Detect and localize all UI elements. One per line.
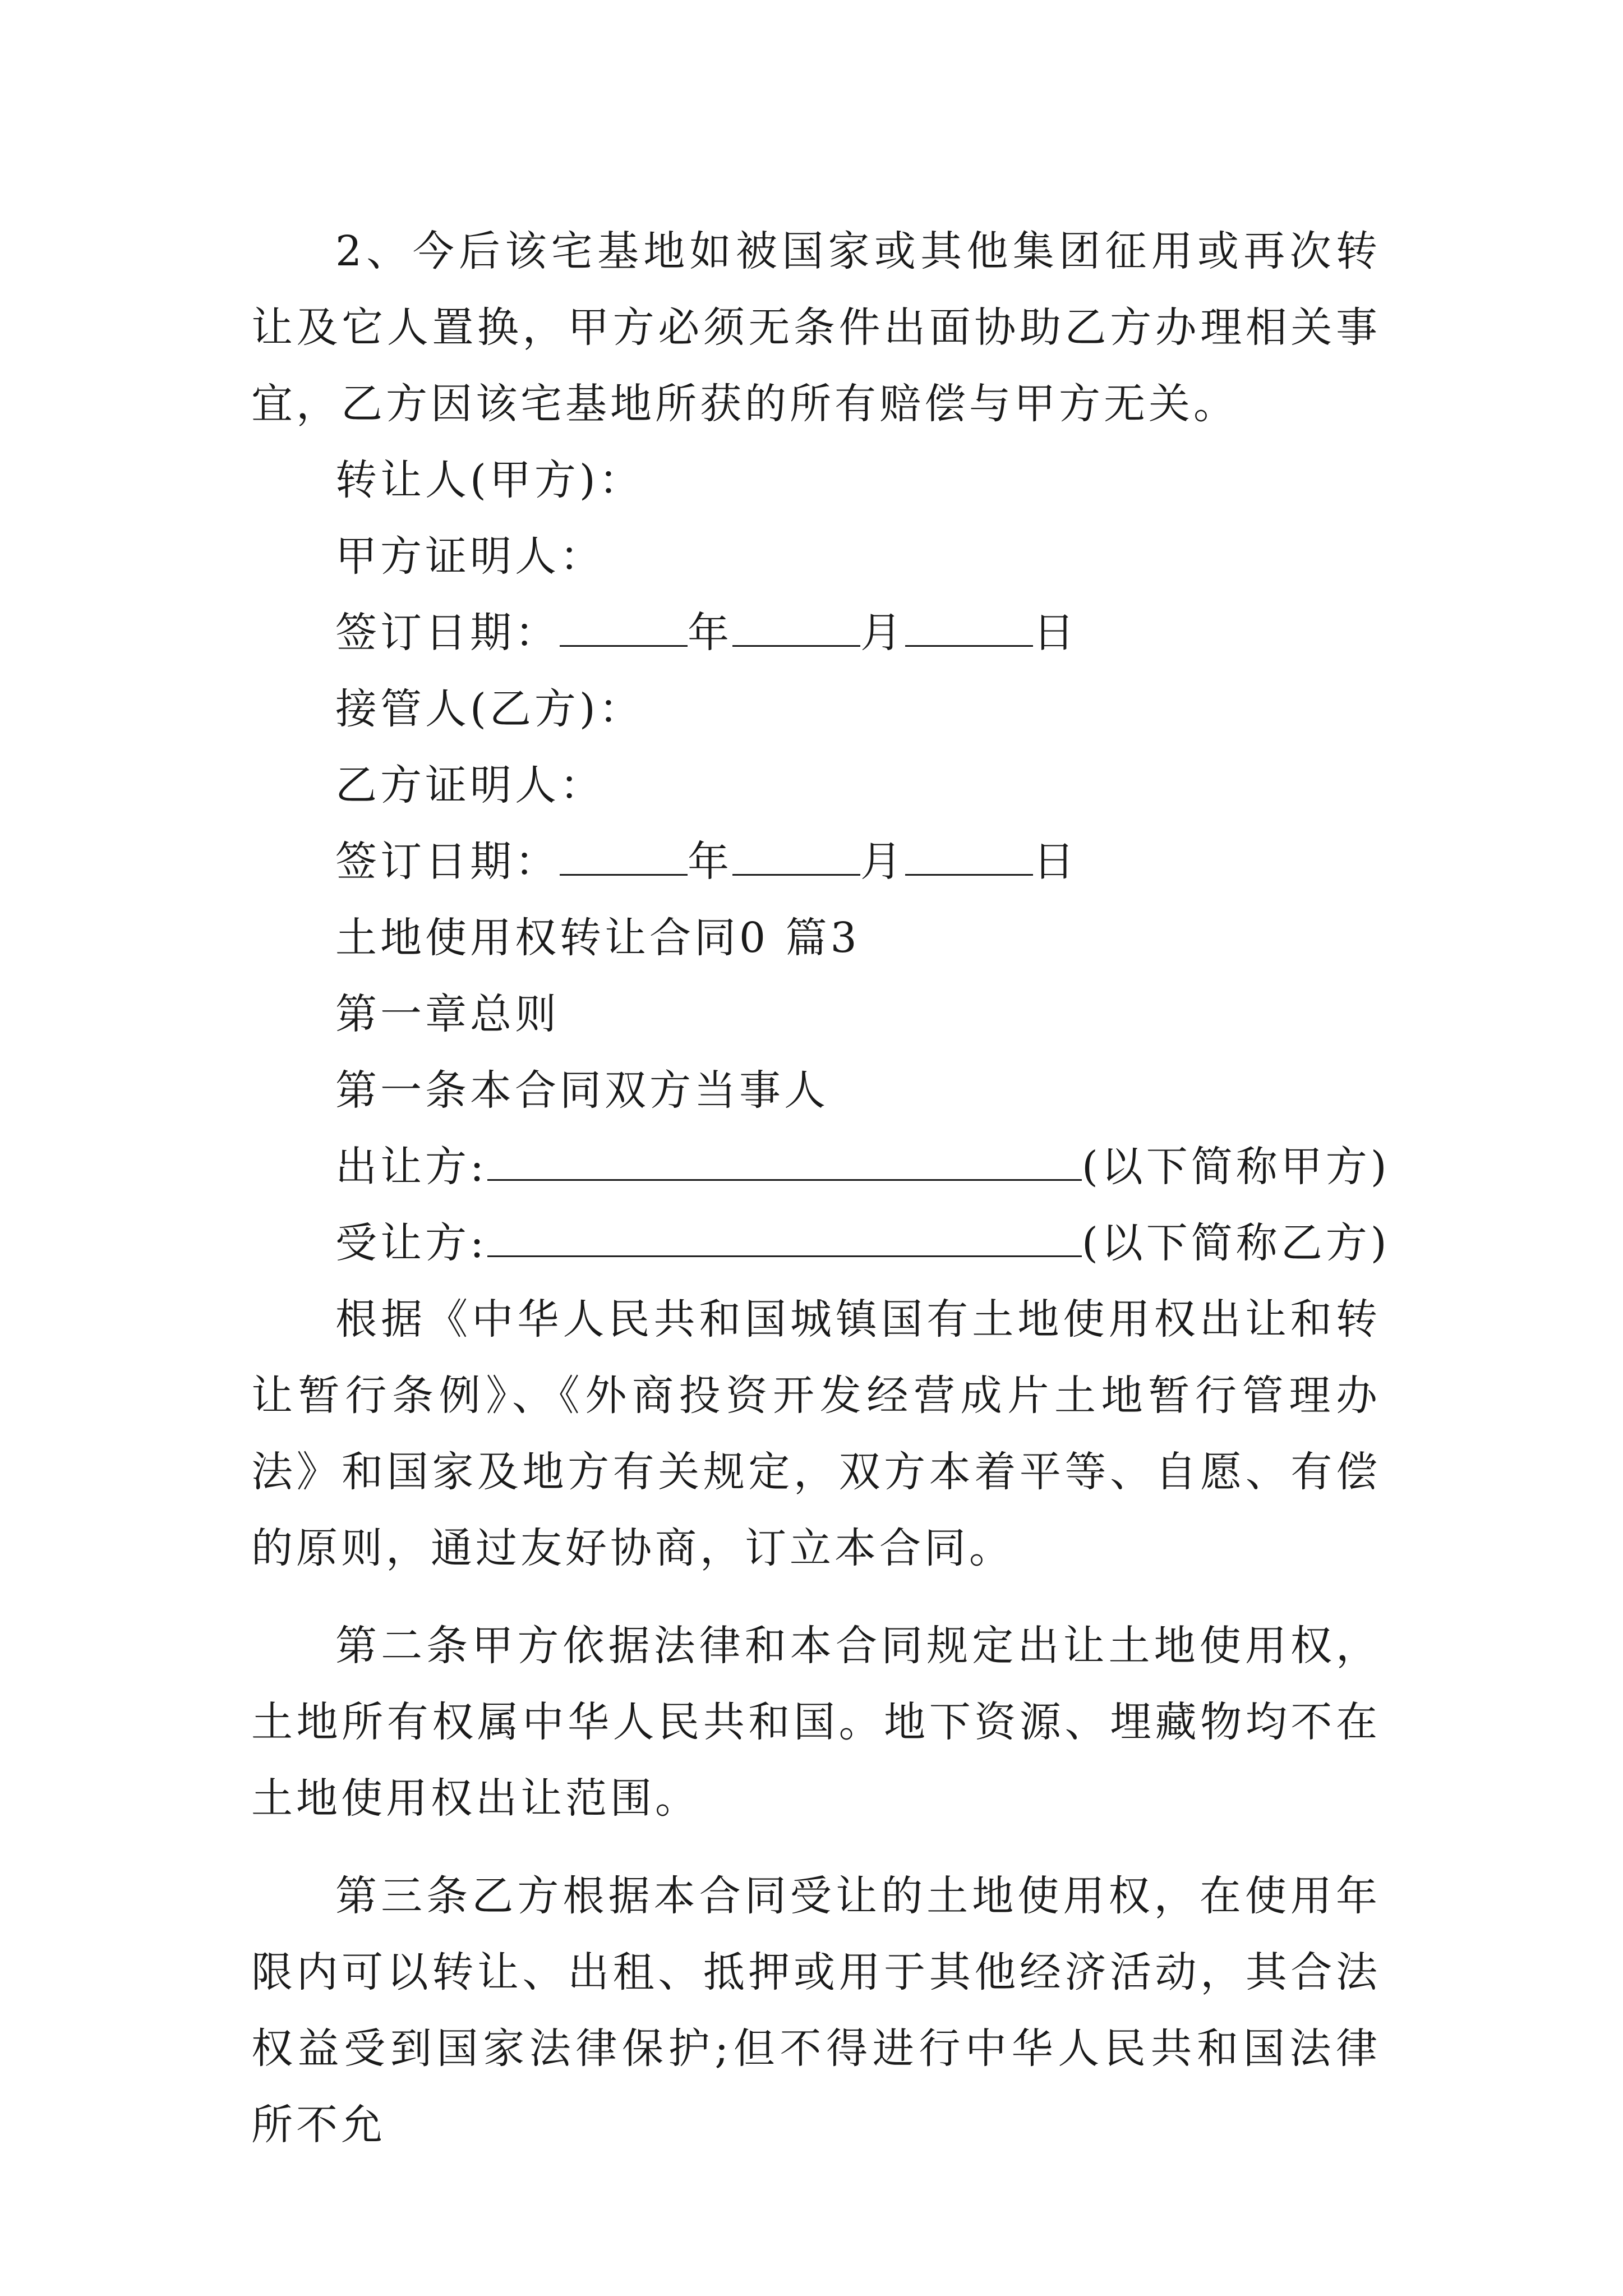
paragraph-article-3: 第三条乙方根据本合同受让的土地使用权，在使用年限内可以转让、出租、抵押或用于其他经济活动，其合法权益受到国家法律保护;但不得进行中华人民共和国法律所不允 bbox=[251, 1872, 1381, 2149]
day-blank bbox=[905, 611, 1033, 647]
paragraph-legal-basis: 根据《中华人民共和国城镇国有土地使用权出让和转让暂行条例》、《外商投资开发经营成片土地暂行管理办法》和国家及地方有关规定，双方本着平等、自愿、有偿的原则，通过友好协商，订立本合同。 bbox=[251, 1295, 1381, 1572]
receiver-signature-line: 接管人(乙方)： bbox=[335, 685, 644, 733]
day-blank bbox=[905, 840, 1033, 876]
party-a-line bbox=[251, 1129, 1390, 1205]
party-a-label: 出让方: bbox=[335, 1143, 487, 1191]
document-body bbox=[251, 213, 1390, 2163]
month-label: 月 bbox=[860, 838, 905, 886]
party-b-label: 受让方: bbox=[335, 1219, 487, 1267]
year-label: 年 bbox=[688, 609, 732, 657]
paragraph-article-2: 第二条甲方依据法律和本合同规定出让土地使用权，土地所有权属中华人民共和国。地下资源、埋藏物均不在土地使用权出让范围。 bbox=[251, 1622, 1381, 1823]
signing-date-line-b bbox=[251, 823, 1381, 900]
month-blank bbox=[732, 840, 860, 876]
year-label: 年 bbox=[688, 838, 732, 886]
year-blank bbox=[560, 840, 688, 876]
transferor-signature-line: 转让人(甲方)： bbox=[335, 456, 644, 504]
month-blank bbox=[732, 611, 860, 647]
day-label: 日 bbox=[1033, 609, 1078, 657]
day-label: 日 bbox=[1033, 838, 1078, 886]
contract-title: 土地使用权转让合同0 篇3 bbox=[335, 914, 860, 962]
party-b-line bbox=[251, 1205, 1390, 1281]
signing-date-label: 签订日期： bbox=[335, 838, 560, 886]
party-b-witness-line: 乙方证明人： bbox=[335, 761, 605, 809]
month-label: 月 bbox=[860, 609, 905, 657]
party-a-witness-line: 甲方证明人： bbox=[335, 532, 605, 581]
party-b-blank bbox=[487, 1222, 1082, 1257]
signing-date-label: 签订日期： bbox=[335, 609, 560, 657]
year-blank bbox=[560, 611, 688, 647]
party-b-suffix: (以下简称乙方) bbox=[1081, 1219, 1390, 1267]
party-a-blank bbox=[487, 1145, 1082, 1181]
party-a-suffix: (以下简称甲方) bbox=[1081, 1143, 1390, 1191]
chapter-heading: 第一章总则 bbox=[335, 990, 560, 1038]
paragraph-compensation-clause: 2、今后该宅基地如被国家或其他集团征用或再次转让及它人置换，甲方必须无条件出面协助乙方办理相关事宜，乙方因该宅基地所获的所有赔偿与甲方无关。 bbox=[251, 227, 1381, 428]
article-1-heading: 第一条本合同双方当事人 bbox=[335, 1066, 829, 1115]
signing-date-line-a bbox=[251, 595, 1381, 671]
